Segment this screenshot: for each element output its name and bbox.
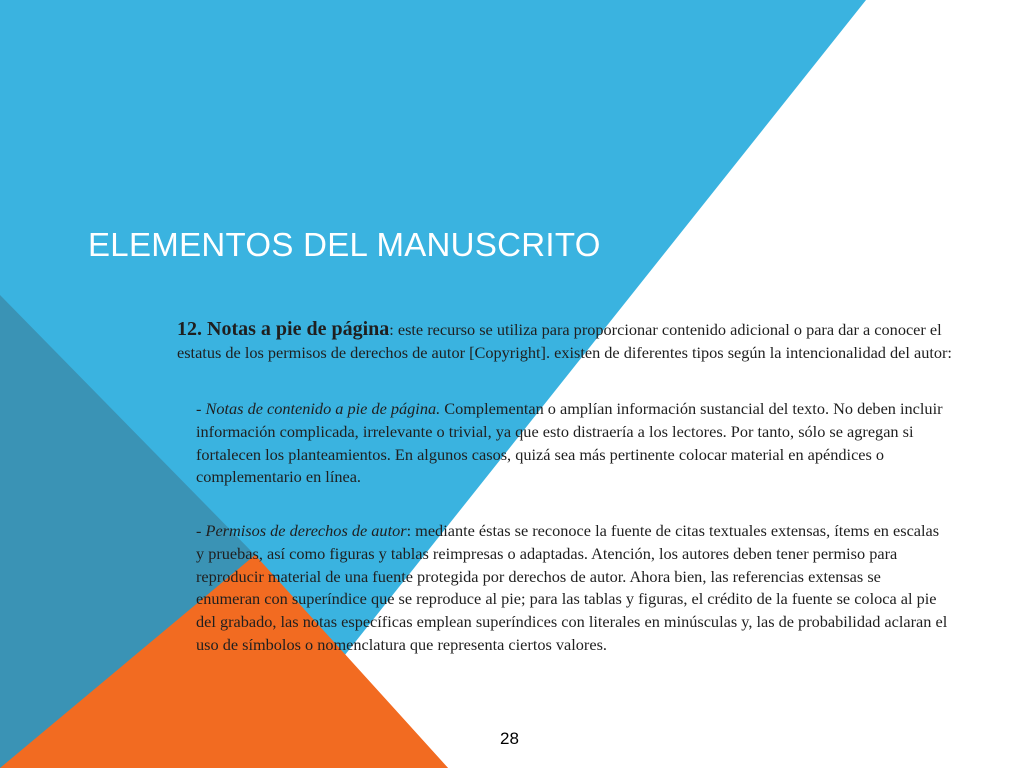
slide-title: ELEMENTOS DEL MANUSCRITO	[88, 226, 601, 263]
page-number: 28	[500, 729, 519, 748]
lead-heading: 12. Notas a pie de página	[177, 318, 390, 340]
list-item	[196, 520, 948, 657]
item-text: : mediante éstas se reconoce la fuente de citas textuales extensas, ítems en escalas y pruebas, así como figuras y tablas reimpresas o adaptadas. Atención, los autores deben tener permiso para reproducir material de una fuente protegida por derechos de autor. Ahora bien, las referencias extensas se enumeran con superíndice que se reproduce al pie; para las tablas y figuras, el crédito de la fuente se coloca al pie del grabado, las notas específicas emplean superíndices con literales en minúsculas y, las de probabilidad aclaran el uso de símbolos o nomenclatura que representa ciertos valores.	[196, 521, 948, 654]
item-prefix: -	[196, 399, 206, 418]
item-prefix: -	[196, 521, 206, 540]
list-item	[196, 398, 948, 489]
lead-paragraph	[177, 318, 957, 364]
item-term: Permisos de derechos de autor	[205, 521, 407, 540]
item-text: Complementan o amplían información sustancial del texto. No deben incluir información complicada, irrelevante o trivial, ya que esto distraería a los lectores. Por tanto, sólo se agregan si fortalecen los planteamientos. En algunos casos, quizá sea más pertinente colocar material en apéndices o complementario en línea.	[196, 399, 943, 487]
lead-text: : este recurso se utiliza para proporcionar contenido adicional o para dar a conocer el estatus de los permisos de derechos de autor [Copyright]. existen de diferentes tipos según la intencionalidad del autor:	[177, 320, 952, 362]
item-term: Notas de contenido a pie de página.	[205, 399, 441, 418]
